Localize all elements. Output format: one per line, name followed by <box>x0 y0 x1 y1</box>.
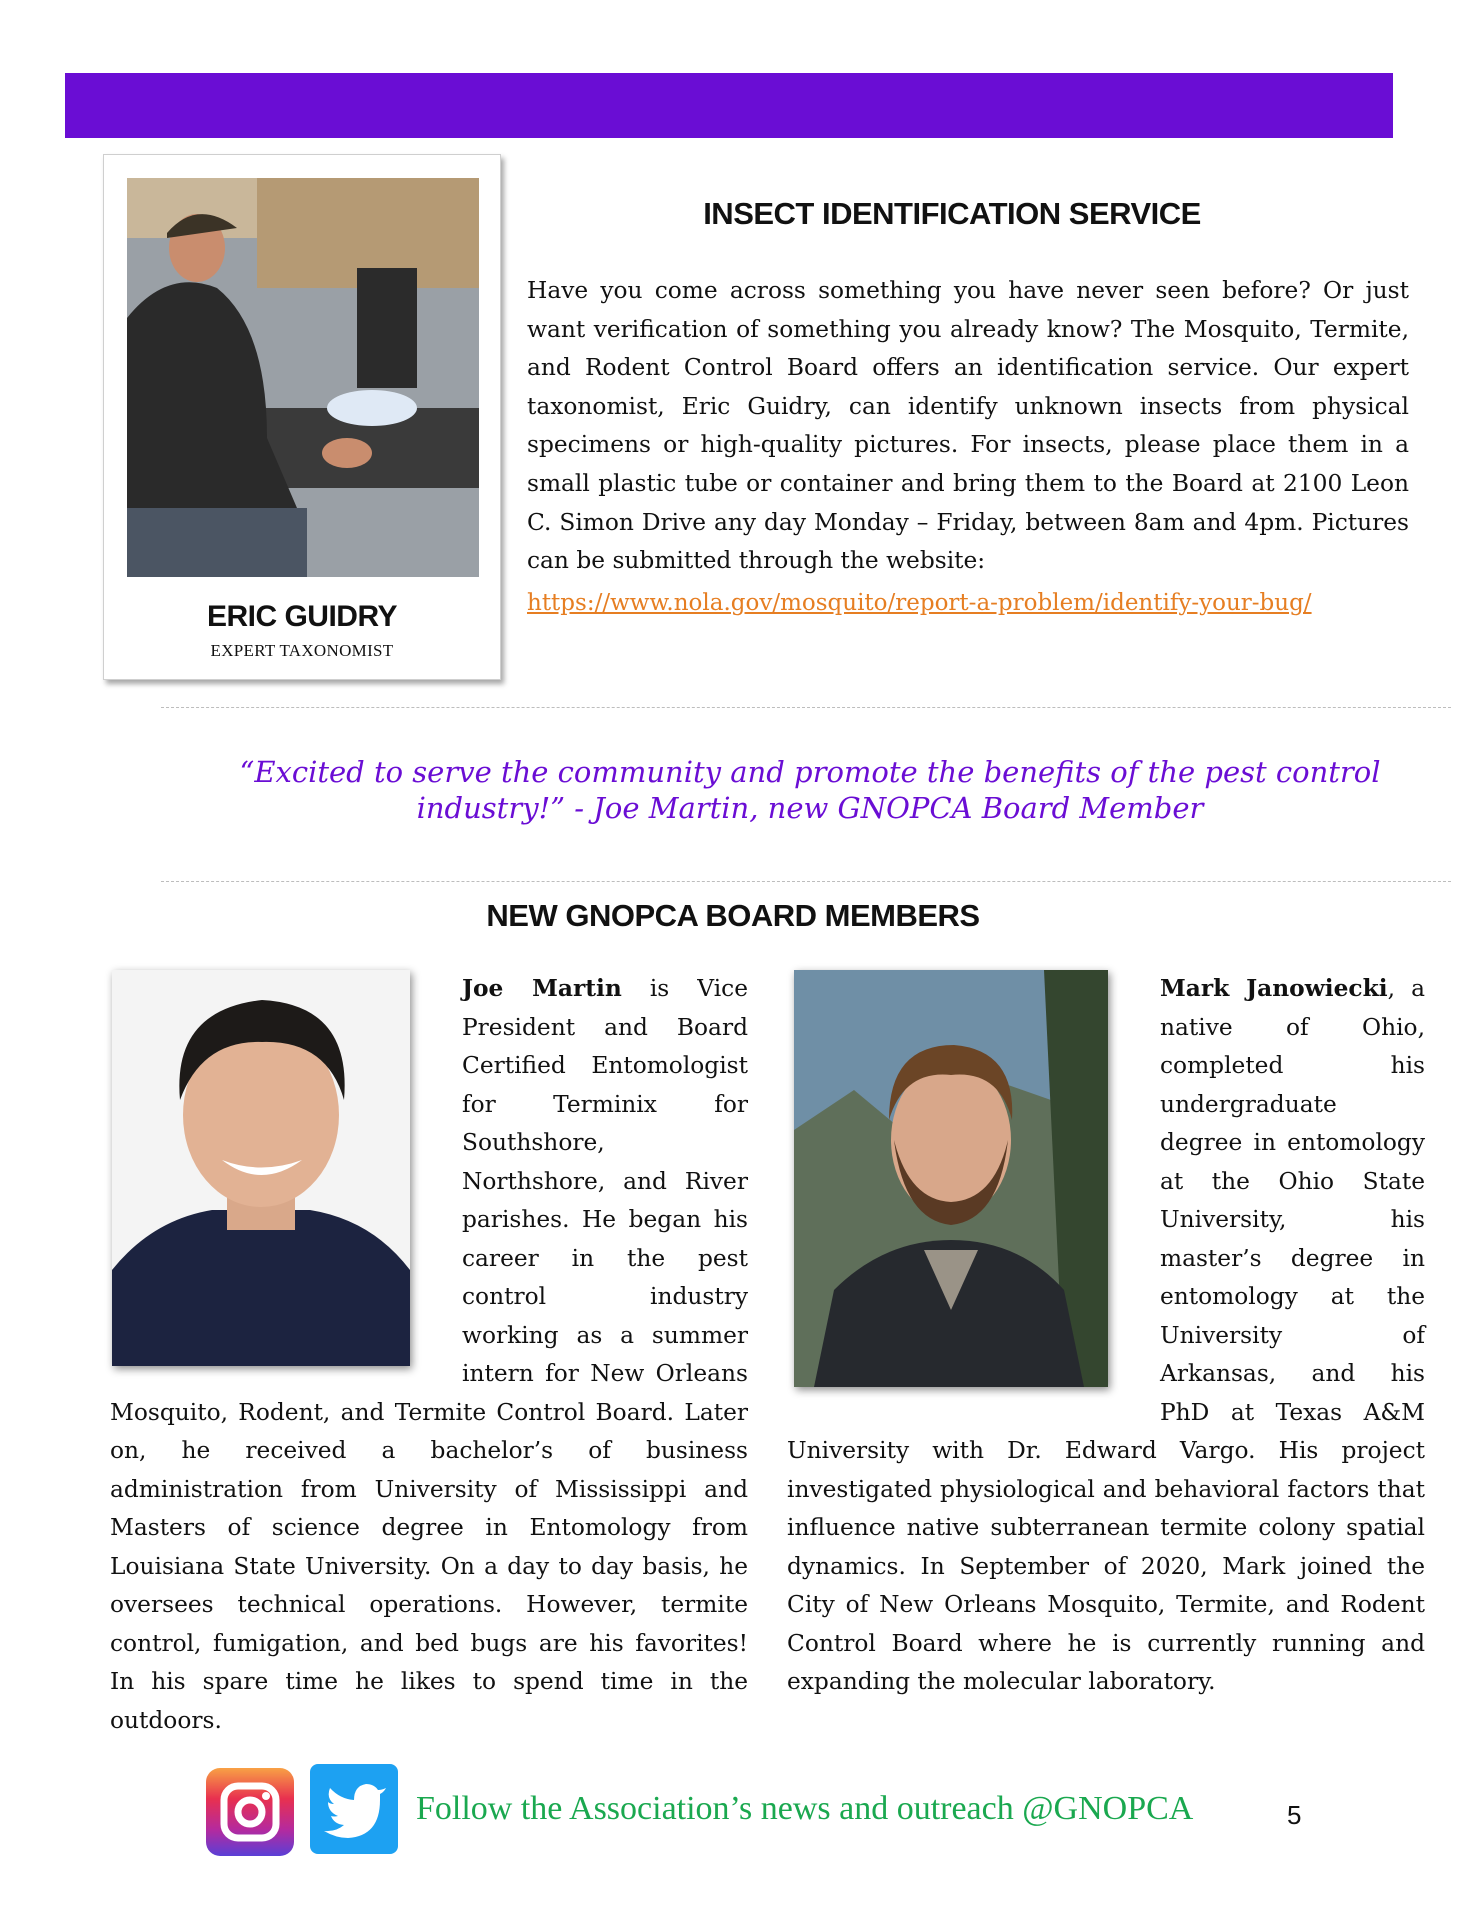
mark-janowiecki-text: , a native of Ohio, completed his undergraduate degree in entomology at the Ohio State University, his master’s degree in entomology at the University of Arkansas, and his PhD at Texas A&M University with Dr. Edward Vargo. His project investigated physiological and behavioral factors that influence native subterranean termite colony spatial dynamics. In September of 2020, Mark joined the City of New Orleans Mosquito, Termite, and Rodent Control Board where he is currently running and expanding the molecular laboratory. <box>787 975 1425 1695</box>
instagram-icon[interactable] <box>206 1768 294 1856</box>
joe-martin-bio <box>110 970 748 1740</box>
divider <box>161 881 1451 882</box>
board-members-heading: NEW GNOPCA BOARD MEMBERS <box>486 898 980 933</box>
mark-janowiecki-bio <box>787 970 1425 1702</box>
twitter-icon[interactable] <box>310 1764 398 1854</box>
joe-martin-name: Joe Martin <box>462 975 622 1002</box>
eric-guidry-name: ERIC GUIDRY <box>206 600 398 633</box>
pull-quote: “Excited to serve the community and promote the benefits of the pest control industry!” - Joe Martin, new GNOPCA Board Member <box>239 755 1381 825</box>
insect-service-heading: INSECT IDENTIFICATION SERVICE <box>703 196 1201 231</box>
page-number: 5 <box>1287 1800 1302 1830</box>
divider <box>161 707 1451 708</box>
eric-guidry-photo <box>127 178 479 577</box>
joe-martin-text: is Vice President and Board Certified Entomologist for Terminix for Southshore, Northshore, and River parishes. He began his career in the pest control industry working as a summer intern for New Orleans Mosquito, Rodent, and Termite Control Board. Later on, he received a bachelor’s of business administration from University of Mississippi and Masters of science degree in Entomology from Louisiana State University. On a day to day basis, he oversees technical operations. However, termite control, fumigation, and bed bugs are his favorites! In his spare time he likes to spend time in the outdoors. <box>110 975 748 1734</box>
mark-janowiecki-photo <box>794 970 1108 1387</box>
eric-guidry-card <box>103 154 501 680</box>
identify-bug-link[interactable]: https://www.nola.gov/mosquito/report-a-problem/identify-your-bug/ <box>527 590 1312 616</box>
eric-guidry-title: EXPERT TAXONOMIST <box>210 641 394 660</box>
mark-janowiecki-name: Mark Janowiecki <box>1160 975 1388 1002</box>
header-bar <box>65 73 1393 138</box>
footer-follow-text: Follow the Association’s news and outreach @GNOPCA <box>416 1790 1194 1827</box>
insect-service-body: Have you come across something you have never seen before? Or just want verification of something you already know? The Mosquito, Termite, and Rodent Control Board offers an identification service. Our expert taxonomist, Eric Guidry, can identify unknown insects from physical specimens or high-quality pictures. For insects, please place them in a small plastic tube or container and bring them to the Board at 2100 Leon C. Simon Drive any day Monday – Friday, between 8am and 4pm. Pictures can be submitted through the website: <box>527 277 1409 575</box>
joe-martin-photo <box>112 970 410 1366</box>
